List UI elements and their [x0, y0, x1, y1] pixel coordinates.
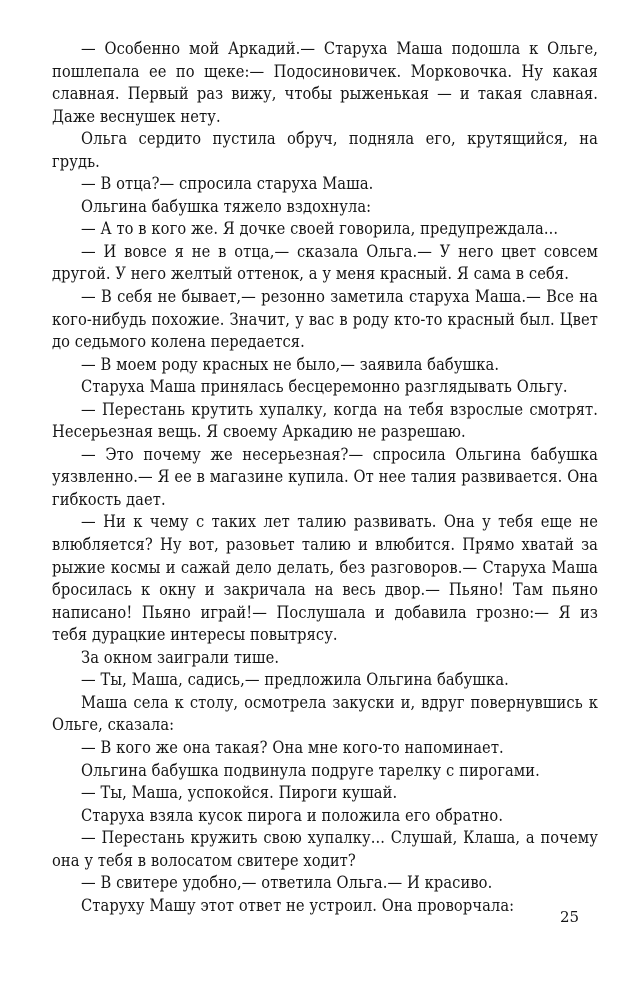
- paragraph: — Это почему же несерьезная?— спросила Ольгина бабушка уязвленно.— Я ее в магазине купила. От нее талия развивается. Она гибкость дает.: [52, 444, 598, 509]
- paragraph: — Перестань крутить хупалку, когда на тебя взрослые смотрят. Несерьезная вещь. Я своему Аркадию не разрешаю.: [52, 399, 598, 442]
- paragraph: — Особенно мой Аркадий.— Старуха Маша подошла к Ольге, пошлепала ее по щеке:— Подосиновичек. Морковочка. Ну какая славная. Первый раз вижу, чтобы рыженькая — и такая славная. Даже веснушек нету.: [52, 39, 598, 126]
- paragraph: Старуху Машу этот ответ не устроил. Она проворчала:: [81, 895, 515, 915]
- paragraph: — И вовсе я не в отца,— сказала Ольга.— У него цвет совсем другой. У него желтый оттенок, а у меня красный. Я сама в себя.: [52, 241, 598, 284]
- paragraph: — В моем роду красных не было,— заявила бабушка.: [81, 354, 500, 374]
- page-number: 25: [560, 908, 580, 926]
- paragraph: — В кого же она такая? Она мне кого-то напоминает.: [81, 737, 504, 757]
- paragraph: Ольгина бабушка тяжело вздохнула:: [81, 196, 372, 216]
- paragraph: — В себя не бывает,— резонно заметила старуха Маша.— Все на кого-нибудь похожие. Значит, у вас в роду кто-то красный был. Цвет до седьмого колена передается.: [52, 287, 598, 352]
- paragraph: — А то в кого же. Я дочке своей говорила, предупреждала...: [81, 219, 559, 239]
- book-page-text: [52, 38, 598, 917]
- paragraph: — В отца?— спросила старуха Маша.: [81, 174, 374, 194]
- paragraph: За окном заиграли тише.: [81, 647, 280, 667]
- paragraph: — Ты, Маша, садись,— предложила Ольгина бабушка.: [81, 670, 509, 690]
- paragraph: Ольга сердито пустила обруч, подняла его, крутящийся, на грудь.: [52, 129, 598, 171]
- paragraph: — Ни к чему с таких лет талию развивать. Она у тебя еще не влюбляется? Ну вот, разовьет талию и влюбится. Прямо хватай за рыжие космы и сажай дело делать, без разговоров.— Старуха Маша бросилась к окну и закричала на весь двор.— Пьяно! Там пьяно написано! Пьяно играй!— Послушала и добавила грозно:— Я из тебя дурацкие интересы повытрясу.: [52, 512, 598, 645]
- paragraph: Маша села к столу, осмотрела закуски и, вдруг повернувшись к Ольге, сказала:: [52, 692, 598, 735]
- paragraph: Старуха Маша принялась бесцеремонно разглядывать Ольгу.: [81, 377, 568, 397]
- paragraph: — Ты, Маша, успокойся. Пироги кушай.: [81, 783, 398, 803]
- paragraph: — Перестань кружить свою хупалку... Слушай, Клаша, а почему она у тебя в волосатом свитере ходит?: [52, 828, 598, 870]
- paragraph: Ольгина бабушка подвинула подруге тарелку с пирогами.: [81, 760, 540, 780]
- paragraph: — В свитере удобно,— ответила Ольга.— И красиво.: [81, 873, 493, 893]
- paragraph: Старуха взяла кусок пирога и положила его обратно.: [81, 805, 504, 825]
